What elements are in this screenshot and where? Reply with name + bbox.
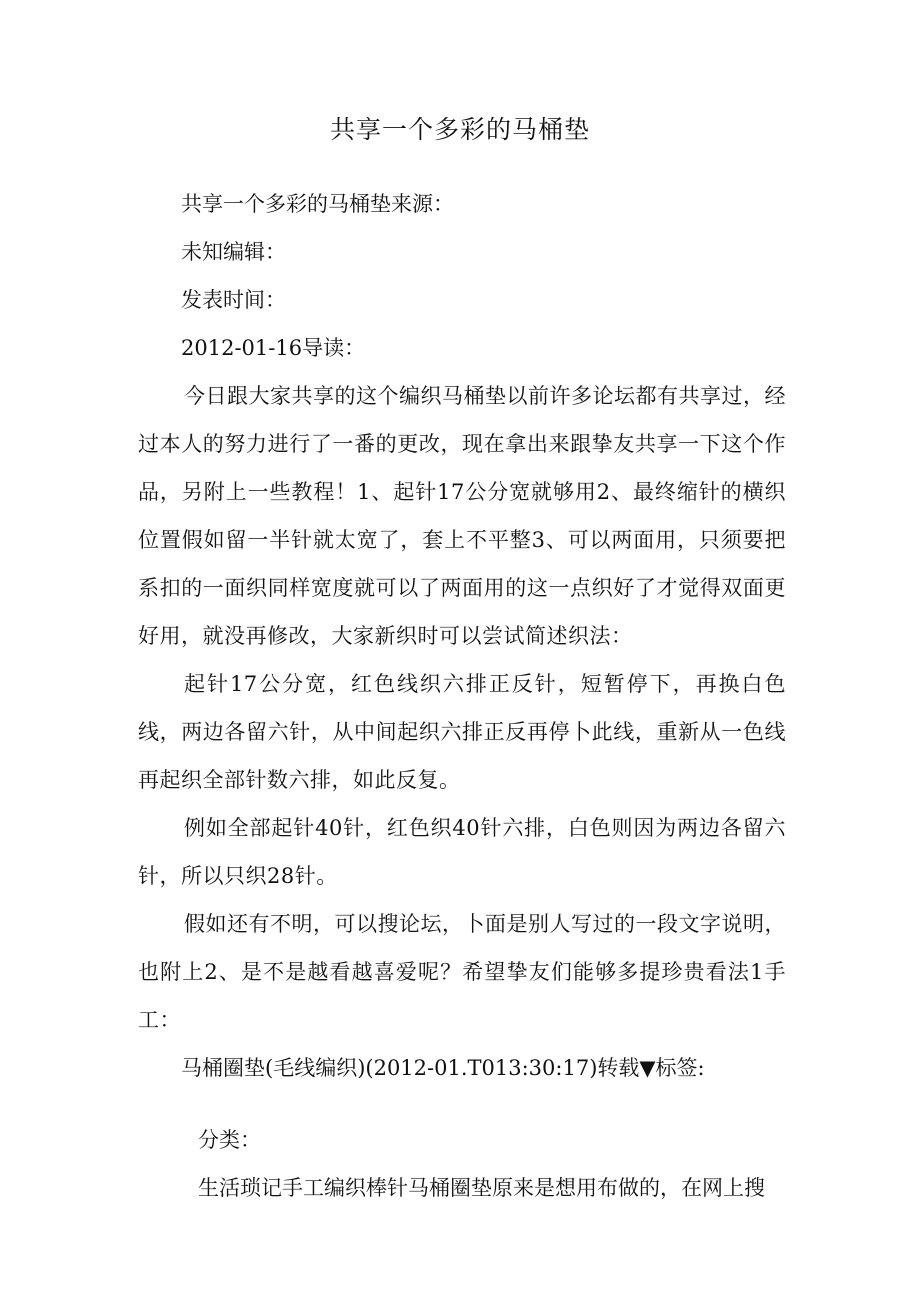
body-paragraph-1: 今日跟大家共享的这个编织马桶垫以前许多论坛都有共享过，经过本人的努力进行了一番的更改，现在拿出来跟挚友共享一下这个作品，另附上一些教程！1、起针17公分宽就够用2、最终缩针的横织位置假如留一半针就太宽了，套上不平整3、可以两面用，只须要把系扣的一面织同样宽度就可以了两面用的这一点织好了才觉得双面更好用，就没再修改，大家新织时可以尝试简述织法： [138,384,786,648]
document-body [138,180,786,1212]
publish-time-line: 发表时间： [181,288,286,312]
category-line: 分类： [198,1128,261,1152]
source-line: 共享一个多彩的马桶垫来源： [181,192,454,216]
date-intro-line: 2012-01-16导读： [181,336,366,360]
body-paragraph-3: 例如全部起针40针，红色织40针六排，白色则因为两边各留六针，所以只织28针。 [138,816,786,888]
spacer [138,1092,786,1116]
body-paragraph-2: 起针17公分宽，红色线织六排正反针，短暂停下，再换白色线，两边各留六针，从中间起织六排正反再停卜此线，重新从一色线再起织全部针数六排，如此反复。 [138,672,786,792]
post-info-line: 马桶圈垫(毛线编织)(2012-01.T013:30:17)转载▼标签: [181,1056,705,1080]
last-line: 生活琐记手工编织棒针马桶圈垫原来是想用布做的，在网上搜 [198,1176,765,1200]
editor-line: 未知编辑： [181,240,286,264]
document-title: 共享一个多彩的马桶垫 [329,115,590,144]
body-paragraph-4: 假如还有不明，可以搜论坛，卜面是别人写过的一段文字说明，也附上2、是不是越看越喜爱呢？希望挚友们能够多提珍贵看法1手工： [138,912,786,1032]
